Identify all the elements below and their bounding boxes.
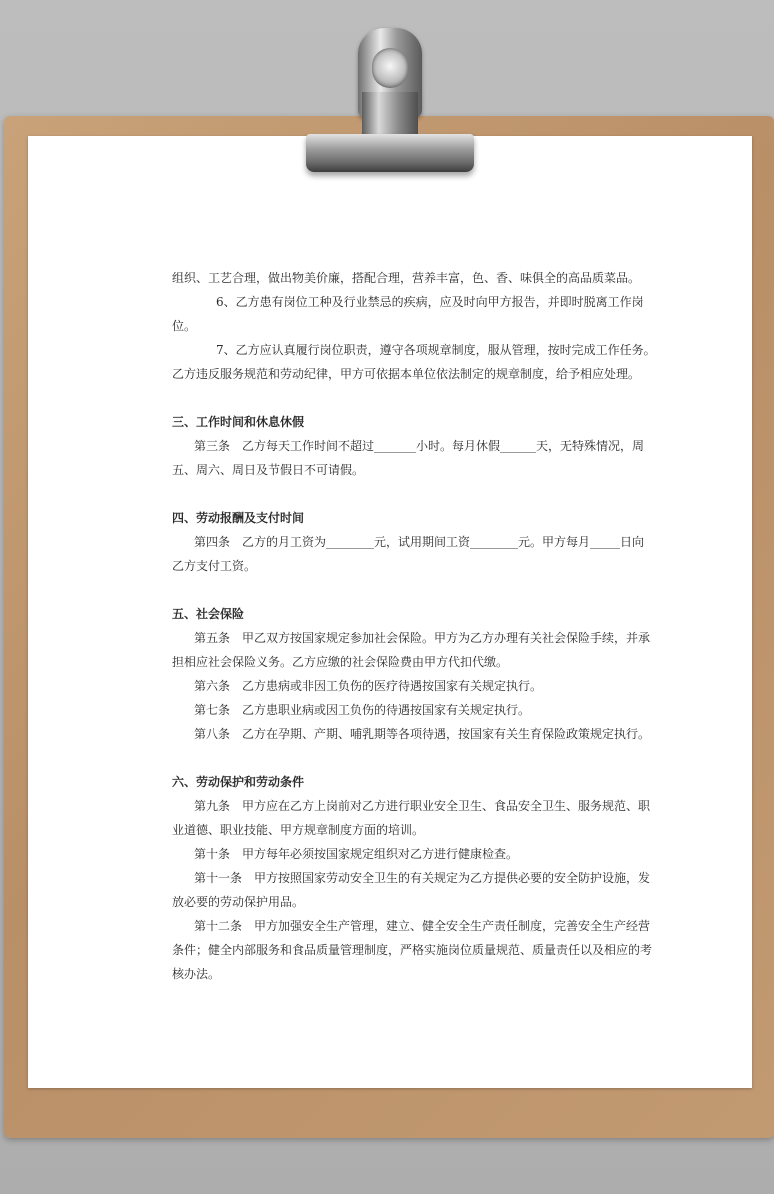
paragraph-line: 组织、工艺合理，做出物美价廉，搭配合理，营养丰富，色、香、味俱全的高品质菜品。 — [172, 271, 641, 285]
paragraph-line: 五、周六、周日及节假日不可请假。 — [172, 463, 365, 477]
paragraph-line: 条件；健全内部服务和食品质量管理制度，严格实施岗位质量规范、质量责任以及相应的考 — [172, 943, 653, 957]
section-heading: 四、劳动报酬及支付时间 — [172, 511, 305, 525]
binder-clip-neck — [362, 92, 418, 138]
paragraph-line: 7、乙方应认真履行岗位职责，遵守各项规章制度，服从管理，按时完成工作任务。 — [216, 343, 656, 357]
paragraph-line: 第十一条 甲方按照国家劳动安全卫生的有关规定为乙方提供必要的安全防护设施，发 — [194, 871, 651, 885]
paragraph-line: 第十条 甲方每年必须按国家规定组织对乙方进行健康检查。 — [194, 847, 519, 861]
paragraph-line: 担相应社会保险义务。乙方应缴的社会保险费由甲方代扣代缴。 — [172, 655, 509, 669]
paragraph-line: 第八条 乙方在孕期、产期、哺乳期等各项待遇，按国家有关生育保险政策规定执行。 — [194, 727, 651, 741]
paragraph-line: 位。 — [172, 319, 197, 333]
section-heading: 三、工作时间和休息休假 — [172, 415, 305, 429]
paragraph-line: 第六条 乙方患病或非因工负伤的医疗待遇按国家有关规定执行。 — [194, 679, 543, 693]
paragraph-line: 第三条 乙方每天工作时间不超过_______小时。每月休假______天，无特殊情况，周 — [194, 439, 645, 453]
binder-clip-plate — [306, 134, 474, 172]
section-spacer — [172, 746, 604, 770]
paragraph-line: 第九条 甲方应在乙方上岗前对乙方进行职业安全卫生、食品安全卫生、服务规范、职 — [194, 799, 651, 813]
paragraph-line: 放必要的劳动保护用品。 — [172, 895, 305, 909]
document-body — [172, 266, 656, 986]
section-heading: 五、社会保险 — [172, 607, 245, 621]
paragraph-line: 第十二条 甲方加强安全生产管理，建立、健全安全生产责任制度，完善安全生产经营 — [194, 919, 651, 933]
binder-clip-hole — [372, 48, 408, 88]
paragraph-line: 第七条 乙方患职业病或因工负伤的待遇按国家有关规定执行。 — [194, 703, 531, 717]
paragraph-line: 乙方支付工资。 — [172, 559, 257, 573]
section-spacer — [172, 386, 604, 410]
paragraph-line: 乙方违反服务规范和劳动纪律，甲方可依据本单位依法制定的规章制度，给予相应处理。 — [172, 367, 641, 381]
paragraph-line: 第四条 乙方的月工资为________元，试用期间工资________元。甲方每月_____日向 — [194, 535, 645, 549]
section-heading: 六、劳动保护和劳动条件 — [172, 775, 305, 789]
paragraph-line: 业道德、职业技能、甲方规章制度方面的培训。 — [172, 823, 425, 837]
paragraph-line: 核办法。 — [172, 967, 221, 981]
section-spacer — [172, 482, 604, 506]
paragraph-line: 第五条 甲乙双方按国家规定参加社会保险。甲方为乙方办理有关社会保险手续，并承 — [194, 631, 651, 645]
paragraph-line: 6、乙方患有岗位工种及行业禁忌的疾病，应及时向甲方报告，并即时脱离工作岗 — [216, 295, 644, 309]
section-spacer — [172, 578, 604, 602]
